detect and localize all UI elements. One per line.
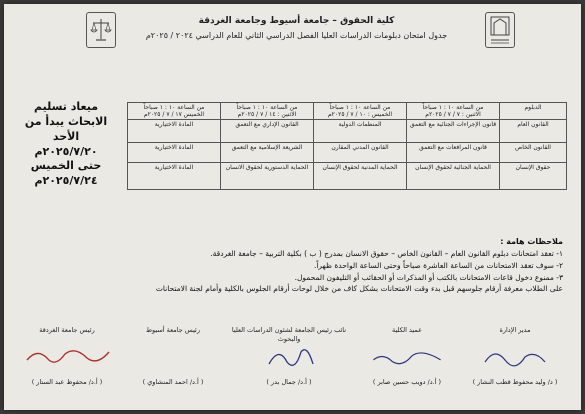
notes-heading: ملاحظات هامة : xyxy=(500,237,563,246)
diploma-cell: القانون العام xyxy=(500,120,567,143)
exam-schedule-table xyxy=(127,102,567,190)
note-item: ٣- ممنوع دخول قاعات الامتحانات بالكتب أو المذكرات أو الحقائب أو التليفون المحمول. xyxy=(294,272,563,282)
handwritten-signature xyxy=(359,342,455,372)
table-cell: المنظمات الدولية xyxy=(314,120,407,143)
day-header-3: من الساعة ١٠ : ١ صباحاً الاثنين : ١٤ / ٧ / ٢٠٢٥م xyxy=(221,103,314,120)
faculty-logo xyxy=(485,12,515,48)
note-item: ١- تعقد امتحانات دبلوم القانون العام – القانون الخاص – حقوق الانسان بمدرج ( ب ) بكلية التربية – جامعة الغردقة. xyxy=(210,249,563,259)
table-cell: قانون المرافعات مع التعمق xyxy=(407,143,500,163)
day-header-2: من الساعة ١٠ : ١ صباحاً الخميس : ١٠ / ٧ / ٢٠٢٥م xyxy=(314,103,407,120)
table-row xyxy=(128,163,567,190)
table-cell: قانون الإجراءات الجنائية مع التعمق xyxy=(407,120,500,143)
signature-block-admin-director: مدير الإدارة ( د/ وليد محفوظ قطب النشار ) xyxy=(463,326,567,392)
table-cell: الحماية الدستورية لحقوق الانسان xyxy=(221,163,314,190)
signature-block-vice-president: نائب رئيس الجامعة لشئون الدراسات العليا والبحوث ( أ.د/ جمال بدر ) xyxy=(229,326,349,392)
document-title: كلية الحقوق – جامعة أسيوط وجامعة الغردقة xyxy=(198,16,395,26)
handwritten-signature xyxy=(229,342,349,372)
handwritten-signature xyxy=(463,342,567,372)
note-item: على الطلاب معرفة أرقام جلوسهم قبل بدء وقت الامتحانات بشكل كاف من خلال لوحات أرقام الجلوس بالكلية وأمام لجنة الامتحانات xyxy=(155,284,563,294)
important-notes xyxy=(22,236,563,295)
signature-block-dean: عميد الكلية ( أ.د/ دويب حسين صابر ) xyxy=(359,326,455,392)
table-cell: المادة الاختيارية xyxy=(128,120,221,143)
note-item: ٢- سوف تعقد الامتحانات من الساعة العاشرة صباحاً وحتى الساعة الواحدة ظهراً. xyxy=(313,261,563,271)
research-deadline-note: ميعاد تسليم الابحاث يبدأ من الأحد ٢٠٢٥/٧/٢٠م حتى الخميس ٢٠٢٥/٧/٢٤م xyxy=(24,100,108,188)
table-cell: الحماية الجنائية لحقوق الإنسان xyxy=(407,163,500,190)
day-header-4: من الساعة ١٠ : ١ صباحاً الخميس ١٧ / ٧ / ٢٠٢٥م xyxy=(128,103,221,120)
table-cell: القانون المدني المقارن xyxy=(314,143,407,163)
document-page xyxy=(4,4,581,410)
diploma-cell: حقوق الإنسان xyxy=(500,163,567,190)
table-cell: المادة الاختيارية xyxy=(128,163,221,190)
table-cell: الحماية المدنية لحقوق الإنسان xyxy=(314,163,407,190)
day-header-1: من الساعة ١٠ : ١ صباحاً الاثنين : ٧ / ٧ / ٢٠٢٥م xyxy=(407,103,500,120)
signature-block-assiut-president: رئيس جامعة أسيوط ( أ.د/ احمد المنشاوي ) xyxy=(142,326,204,386)
table-cell: المادة الاختيارية xyxy=(128,143,221,163)
table-cell: القانون الإداري مع التعمق xyxy=(221,120,314,143)
document-subtitle: جدول امتحان دبلومات الدراسات العليا الفصل الدراسي الثاني للعام الدراسي ٢٠٢٤ / ٢٠٢٥م xyxy=(145,31,448,40)
scales-of-justice-logo xyxy=(86,12,116,48)
signature-block-hurghada-president: رئيس جامعة الغردقة ( أ.د/ محفوظ عبد الستار ) xyxy=(15,326,119,392)
diploma-column-header: الدبلوم xyxy=(500,103,567,120)
diploma-cell: القانون الخاص xyxy=(500,143,567,163)
table-header-row xyxy=(128,103,567,120)
table-cell: الشريعة الإسلامية مع التعمق xyxy=(221,143,314,163)
table-row xyxy=(128,143,567,163)
table-row xyxy=(128,120,567,143)
red-handwritten-signature xyxy=(15,342,119,372)
